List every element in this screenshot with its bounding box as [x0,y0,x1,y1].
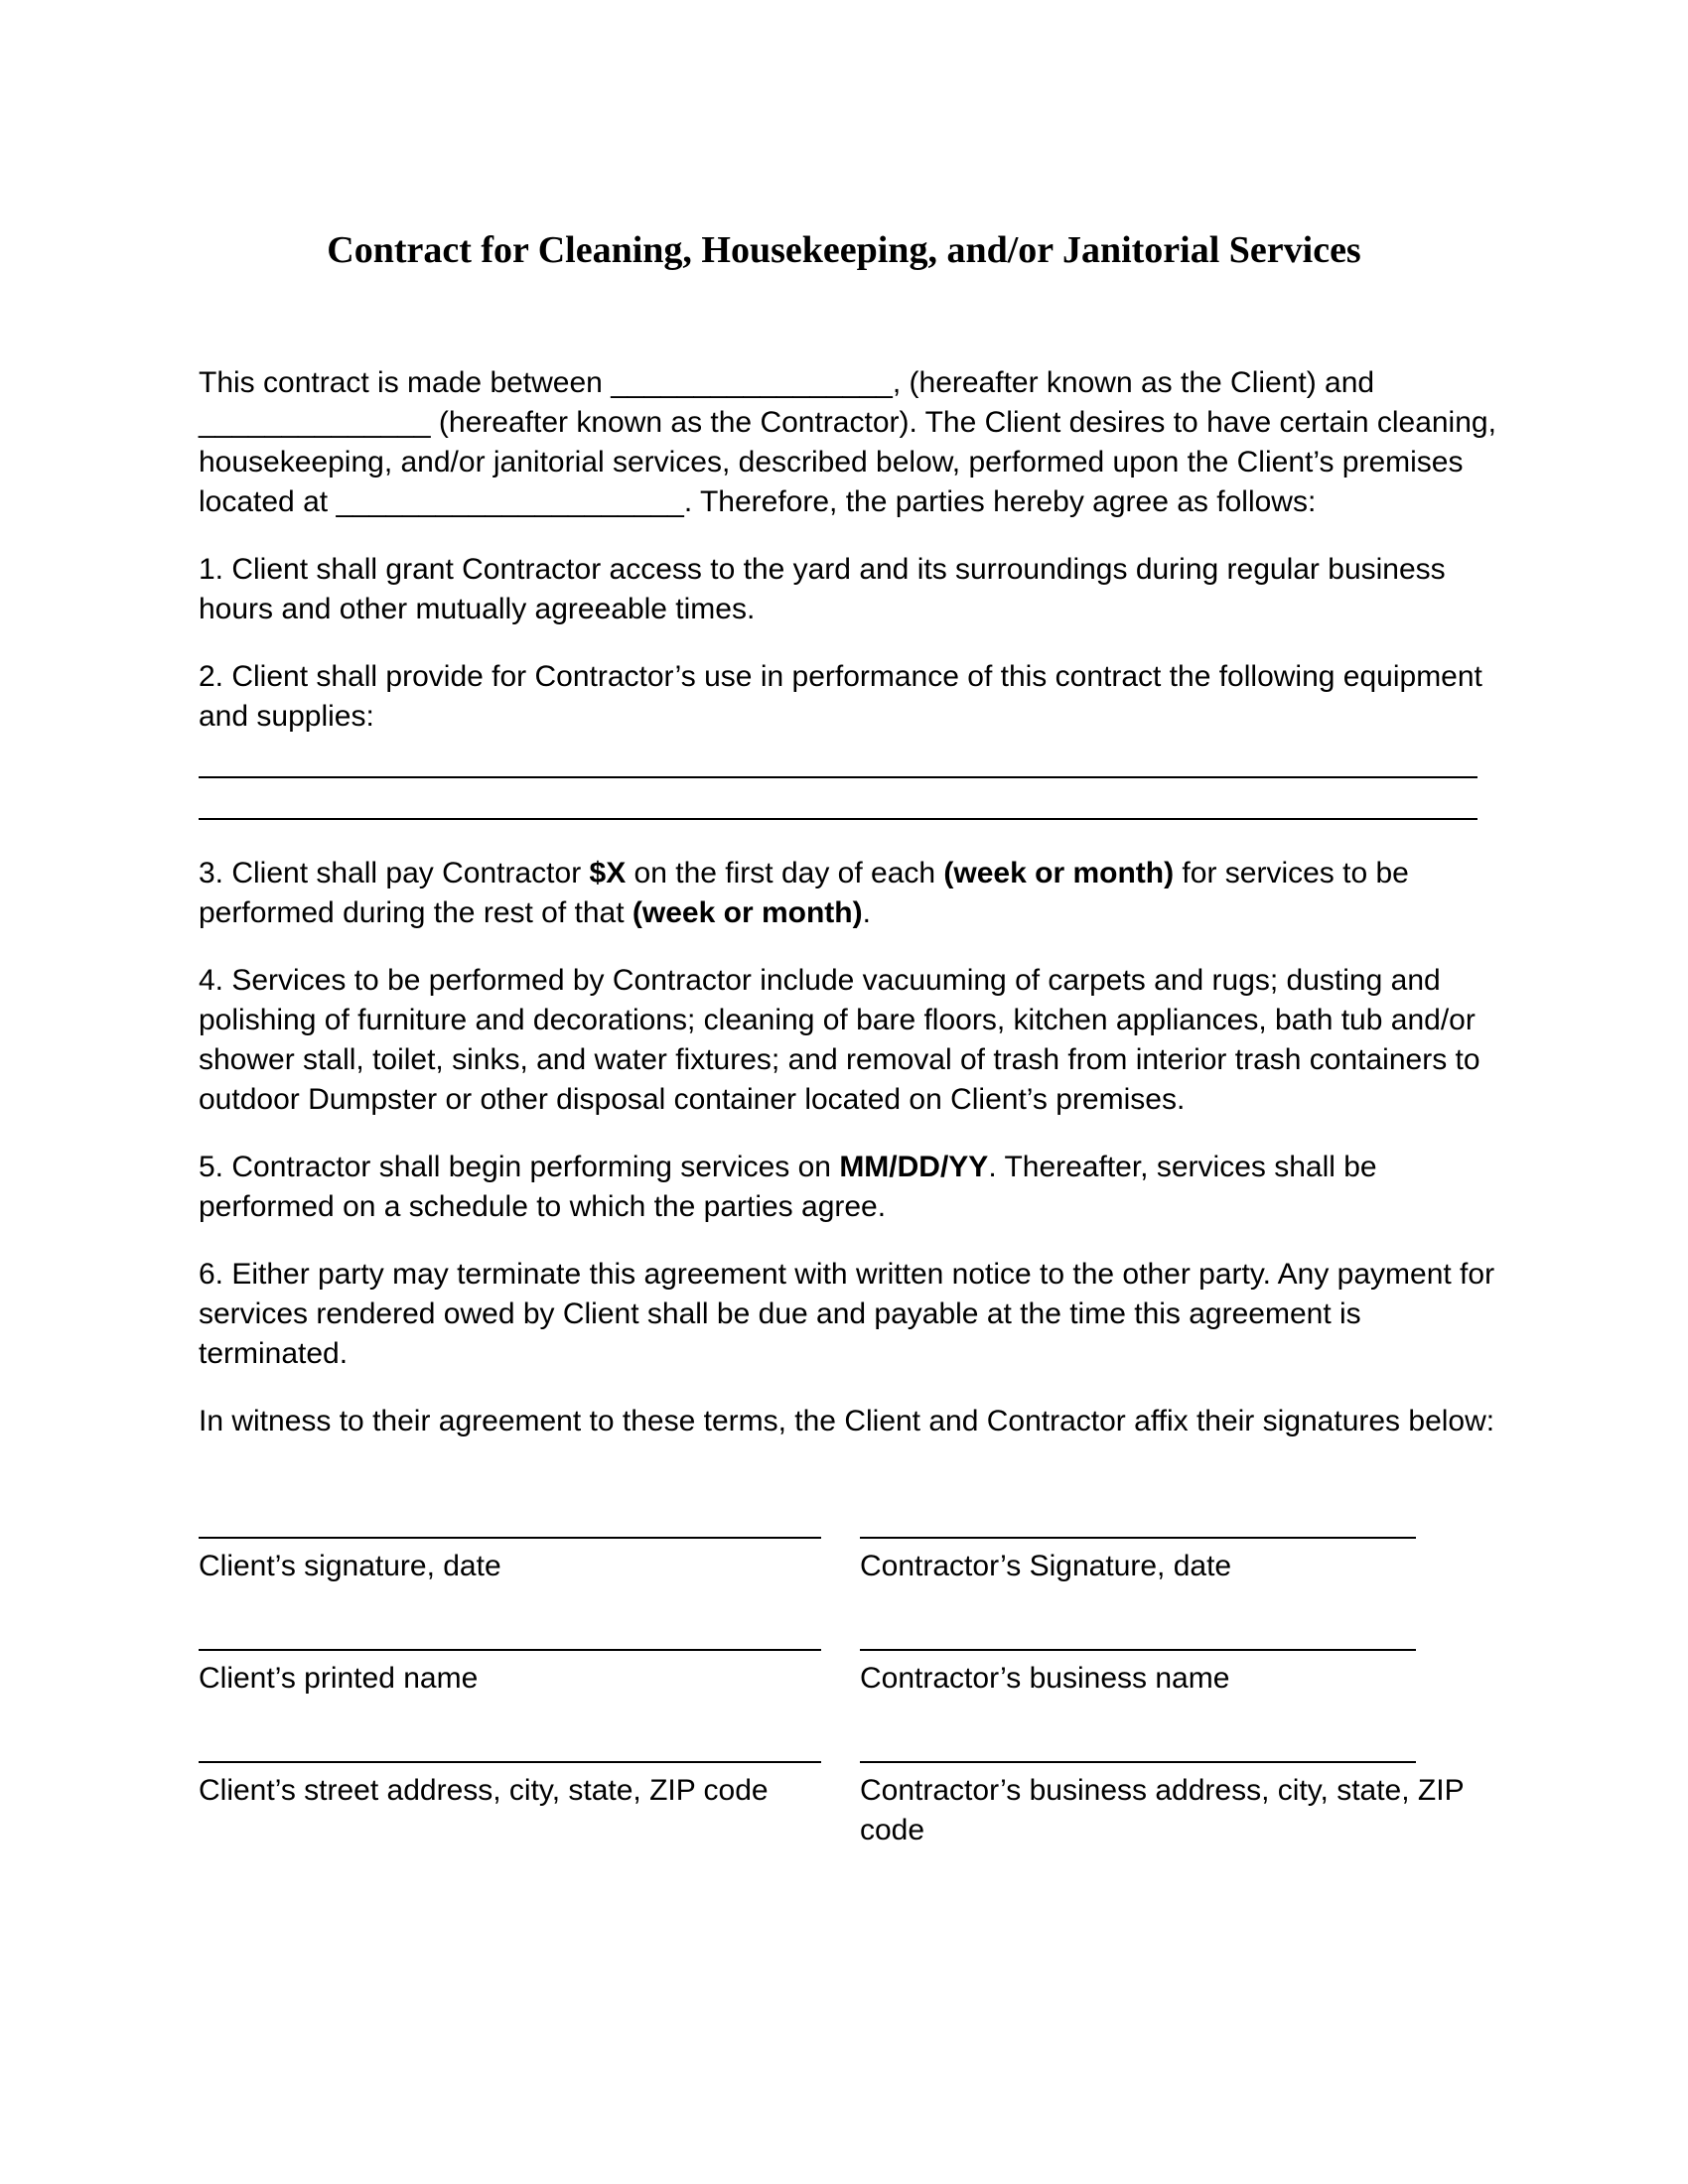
clause-5 [199,1148,1499,1227]
client-address-line [199,1761,821,1763]
contractor-signature-line [860,1537,1416,1539]
client-name-line [199,1649,821,1651]
client-name-label: Client’s printed name [199,1662,479,1695]
intro-paragraph [199,363,1499,522]
clause-2: 2. Client shall provide for Contractor’s use in performance of this contract the following equipment and supplies: [199,660,1482,733]
client-name-blank: _________________ [611,366,893,399]
clause-4: 4. Services to be performed by Contractor include vacuuming of carpets and rugs; dusting and polishing of furniture and decorations; cleaning of bare floors, kitchen appliances, bath tub and/or shower stall, toilet, sinks, and water fixtures; and removal of trash from interior trash containers to outdoor Dumpster or other disposal container located on Client’s premises. [199,964,1480,1116]
equipment-blank-line-1 [199,737,1477,778]
client-address-block [199,1761,821,1811]
contractor-signature-block [860,1537,1416,1586]
client-signature-line [199,1537,821,1539]
equipment-blank-line-2 [199,778,1477,820]
clause-6: 6. Either party may terminate this agreement with written notice to the other party. Any payment for services rendered owed by Client shall be due and payable at the time this agreement is terminated. [199,1258,1495,1370]
contractor-name-block [860,1649,1416,1699]
intro-text-2: , (hereafter known as the Client) and [892,366,1375,399]
clause-5-text-2: . Thereafter, services shall be performed on a schedule to which the parties agree. [199,1151,1377,1223]
client-signature-label: Client’s signature, date [199,1550,501,1582]
contractor-address-block [860,1761,1465,1850]
clause-3-text-2: on the first day of each [626,857,944,889]
intro-text-4: . Therefore, the parties hereby agree as follows: [683,485,1317,518]
contractor-name-label: Contractor’s business name [860,1662,1230,1695]
premises-blank: _____________________ [336,485,684,518]
start-date: MM/DD/YY [839,1151,989,1183]
payment-amount: $X [589,857,627,889]
contractor-address-line [860,1761,1416,1763]
clause-5-text-1: 5. Contractor shall begin performing services on [199,1151,840,1183]
contractor-signature-label: Contractor’s Signature, date [860,1550,1232,1582]
client-signature-block [199,1537,821,1586]
clause-3-text-4: . [862,896,871,929]
payment-period-2: (week or month) [632,896,863,929]
clause-1: 1. Client shall grant Contractor access to the yard and its surroundings during regular business hours and other mutually agreeable times. [199,553,1446,625]
intro-text-1: This contract is made between [199,366,612,399]
clause-3-text-3: for services to be performed during the rest of that [199,857,1409,929]
client-name-block [199,1649,821,1699]
equipment-blank-lines [199,737,1499,820]
client-address-label: Client’s street address, city, state, ZIP code [199,1774,769,1807]
clause-3-text-1: 3. Client shall pay Contractor [199,857,590,889]
payment-period-1: (week or month) [943,857,1175,889]
clause-3 [199,854,1499,933]
document-title: Contract for Cleaning, Housekeeping, and/or Janitorial Services [327,229,1361,271]
intro-text-3: (hereafter known as the Contractor). The Client desires to have certain cleaning, housekeeping, and/or janitorial services, described below, performed upon the Client’s premises located at [199,406,1496,518]
contractor-address-label: Contractor’s business address, city, state, ZIP code [860,1774,1465,1846]
contractor-name-line [860,1649,1416,1651]
document-body [199,363,1499,1441]
witness-paragraph: In witness to their agreement to these terms, the Client and Contractor affix their signatures below: [199,1405,1495,1437]
contractor-name-blank: ______________ [199,406,431,439]
